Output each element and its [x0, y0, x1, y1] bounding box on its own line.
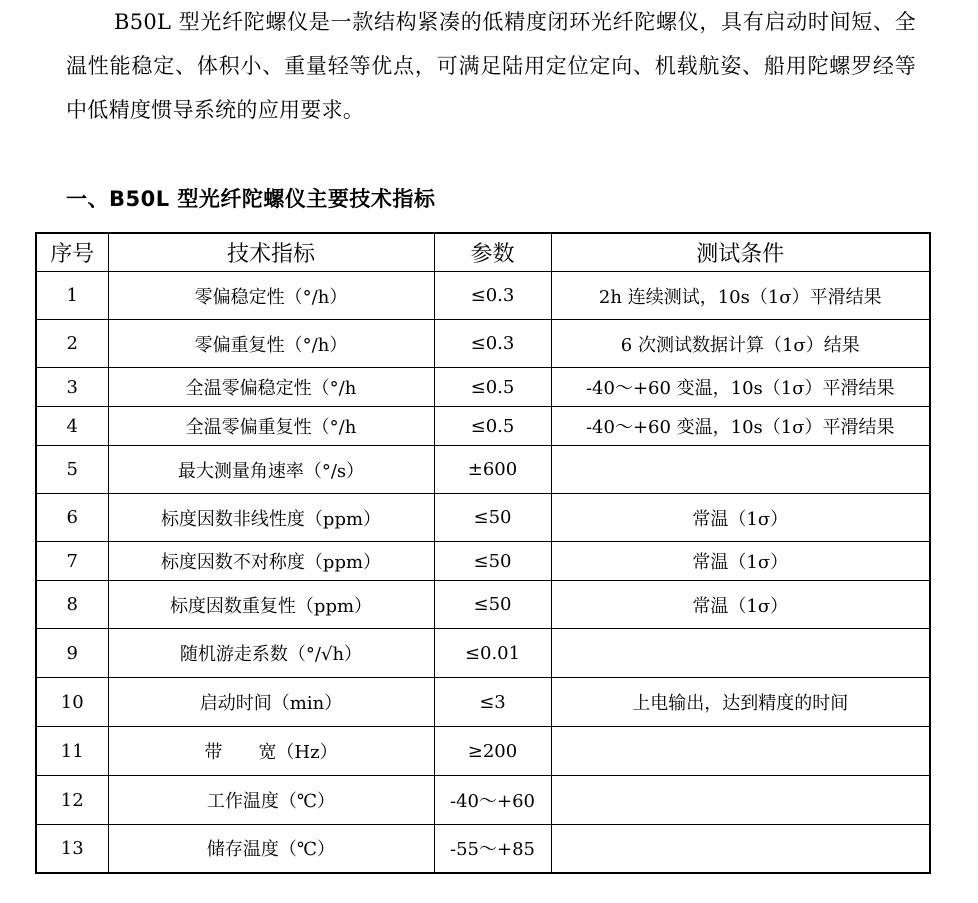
- row-metric: 零偏重复性（°/h）: [108, 320, 434, 368]
- table-header-row: [36, 233, 930, 272]
- row-value: ≤0.01: [434, 629, 551, 678]
- row-metric: 标度因数不对称度（ppm）: [108, 542, 434, 581]
- row-metric: 标度因数重复性（ppm）: [108, 581, 434, 629]
- table-row: [36, 581, 930, 629]
- row-value: ≤0.3: [434, 272, 551, 320]
- intro-paragraph: B50L 型光纤陀螺仪是一款结构紧凑的低精度闭环光纤陀螺仪，具有启动时间短、全温性能稳定、体积小、重量轻等优点，可满足陆用定位定向、机载航姿、船用陀螺罗经等中低精度惯导系统的应用要求。: [66, 10, 916, 122]
- row-metric: 零偏稳定性（°/h）: [108, 272, 434, 320]
- row-condition: 2h 连续测试，10s（1σ）平滑结果: [551, 272, 930, 320]
- table-row: [36, 272, 930, 320]
- row-no: 13: [36, 825, 108, 873]
- row-condition: -40～+60 变温，10s（1σ）平滑结果: [551, 368, 930, 407]
- table-row: [36, 678, 930, 727]
- row-condition: 6 次测试数据计算（1σ）结果: [551, 320, 930, 368]
- table-row: [36, 368, 930, 407]
- row-no: 4: [36, 407, 108, 446]
- row-no: 9: [36, 629, 108, 678]
- row-condition: [551, 825, 930, 873]
- table-row: [36, 776, 930, 825]
- table-row: [36, 494, 930, 542]
- row-value: -55～+85: [434, 825, 551, 873]
- row-metric: 储存温度（℃）: [108, 825, 434, 873]
- row-metric: 标度因数非线性度（ppm）: [108, 494, 434, 542]
- row-value: ≤3: [434, 678, 551, 727]
- table-row: [36, 825, 930, 873]
- row-metric: 随机游走系数（°/√h）: [108, 629, 434, 678]
- table-row: [36, 629, 930, 678]
- table-row: [36, 727, 930, 776]
- row-metric: 全温零偏重复性（°/h: [108, 407, 434, 446]
- row-condition: 常温（1σ）: [551, 542, 930, 581]
- row-no: 10: [36, 678, 108, 727]
- row-value: ≤0.3: [434, 320, 551, 368]
- header-value: 参数: [434, 233, 551, 272]
- row-condition: [551, 776, 930, 825]
- row-metric: 全温零偏稳定性（°/h: [108, 368, 434, 407]
- row-no: 6: [36, 494, 108, 542]
- row-condition: [551, 446, 930, 494]
- table-row: [36, 407, 930, 446]
- table-row: [36, 542, 930, 581]
- row-value: ≤50: [434, 494, 551, 542]
- row-no: 8: [36, 581, 108, 629]
- row-condition: -40～+60 变温，10s（1σ）平滑结果: [551, 407, 930, 446]
- row-value: ±600: [434, 446, 551, 494]
- header-no: 序号: [36, 233, 108, 272]
- section-title: 一、B50L 型光纤陀螺仪主要技术指标: [66, 187, 436, 211]
- row-no: 3: [36, 368, 108, 407]
- row-condition: [551, 727, 930, 776]
- row-condition: 常温（1σ）: [551, 494, 930, 542]
- row-value: ≤50: [434, 542, 551, 581]
- header-metric: 技术指标: [108, 233, 434, 272]
- row-metric: 带 宽（Hz）: [108, 727, 434, 776]
- row-value: ≤0.5: [434, 368, 551, 407]
- row-no: 7: [36, 542, 108, 581]
- row-metric: 工作温度（℃）: [108, 776, 434, 825]
- row-value: -40～+60: [434, 776, 551, 825]
- header-condition: 测试条件: [551, 233, 930, 272]
- row-metric: 最大测量角速率（°/s）: [108, 446, 434, 494]
- table-row: [36, 320, 930, 368]
- row-no: 1: [36, 272, 108, 320]
- row-no: 11: [36, 727, 108, 776]
- row-condition: 上电输出，达到精度的时间: [551, 678, 930, 727]
- row-metric: 启动时间（min）: [108, 678, 434, 727]
- row-no: 12: [36, 776, 108, 825]
- spec-table: [35, 232, 931, 874]
- row-value: ≥200: [434, 727, 551, 776]
- row-value: ≤50: [434, 581, 551, 629]
- row-condition: [551, 629, 930, 678]
- table-row: [36, 446, 930, 494]
- row-condition: 常温（1σ）: [551, 581, 930, 629]
- row-no: 5: [36, 446, 108, 494]
- row-no: 2: [36, 320, 108, 368]
- row-value: ≤0.5: [434, 407, 551, 446]
